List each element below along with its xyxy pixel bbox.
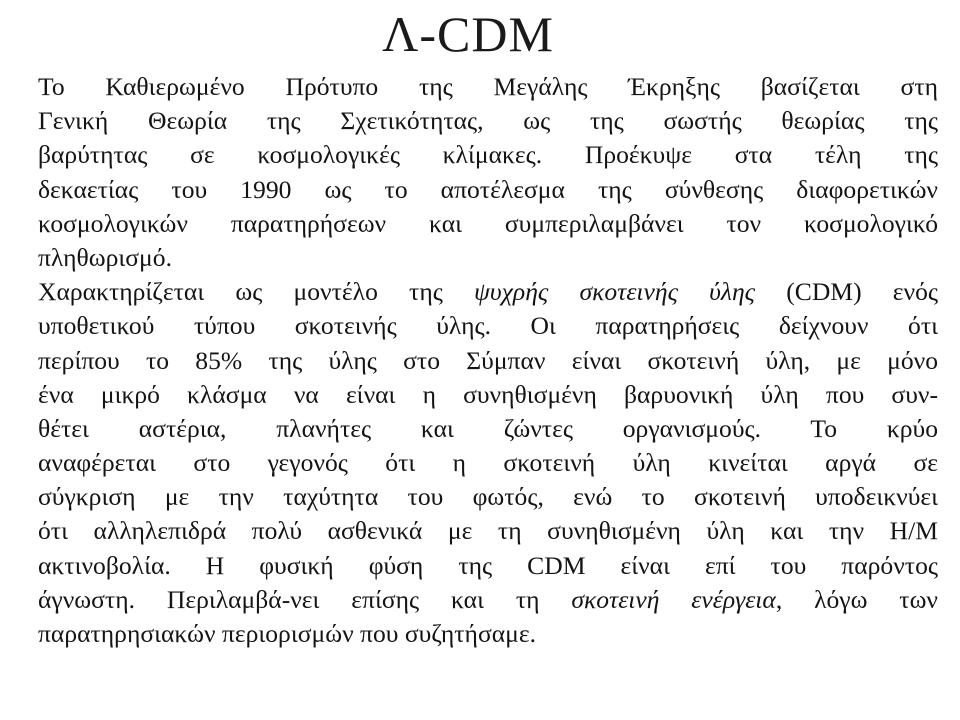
text-line: βαρύτητας σε κοσμολογικές κλίμακες. Προέκυψε στα τέλη της	[38, 140, 938, 170]
text-line	[38, 583, 938, 617]
text-line: δεκαετίας του 1990 ως το αποτέλεσμα της σύνθεσης διαφορετικών	[38, 174, 938, 204]
text-line: περίπου το 85% της ύλης στο Σύμπαν είναι σκοτεινή ύλη, με μόνο	[38, 345, 938, 375]
slide-title: Λ-CDM	[382, 6, 554, 62]
italic-term: σκοτεινή ενέργεια	[571, 584, 776, 614]
text-line: αναφέρεται στο γεγονός ότι η σκοτεινή ύλη κινείται αργά σε	[38, 448, 938, 478]
text-line: ακτινοβολία. Η φυσική φύση της CDM είναι επί του παρόντος	[38, 550, 938, 580]
paragraph-1	[38, 70, 938, 275]
text-run: Χαρακτηρίζεται ως μοντέλο της	[38, 277, 475, 307]
text-line: ότι αλληλεπιδρά πολύ ασθενικά με τη συνηθισμένη ύλη και την Η/Μ	[38, 516, 938, 546]
text-line: κοσμολογικών παρατηρήσεων και συμπεριλαμβάνει τον κοσμολογικό	[38, 208, 938, 238]
text-line: Το Καθιερωμένο Πρότυπο της Μεγάλης Έκρηξης βασίζεται στη	[38, 72, 938, 101]
text-run: (CDM) ενός	[755, 277, 938, 307]
text-line: πληθωρισμό.	[38, 242, 172, 272]
text-line: υποθετικού τύπου σκοτεινής ύλης. Οι παρατηρήσεις δείχνουν ότι	[38, 311, 938, 341]
text-line: θέτει αστέρια, πλανήτες και ζώντες οργανισμούς. Το κρύο	[38, 413, 938, 443]
text-run: , λόγω των	[775, 584, 938, 614]
text-line	[38, 275, 938, 309]
paragraph-2	[38, 275, 938, 651]
text-line: ένα μικρό κλάσμα να είναι η συνηθισμένη βαρυονική ύλη που συν-	[38, 379, 938, 409]
italic-term: ψυχρής σκοτεινής ύλης	[474, 277, 756, 307]
text-line: σύγκριση με την ταχύτητα του φωτός, ενώ το σκοτεινή υποδεικνύει	[38, 482, 938, 512]
text-line: παρατηρησιακών περιορισμών που συζητήσαμε.	[38, 619, 537, 648]
text-line: Γενική Θεωρία της Σχετικότητας, ως της σωστής θεωρίας της	[38, 106, 938, 136]
slide-body	[38, 70, 938, 651]
text-run: άγνωστη. Περιλαμβά-νει επίσης και τη	[38, 584, 572, 614]
